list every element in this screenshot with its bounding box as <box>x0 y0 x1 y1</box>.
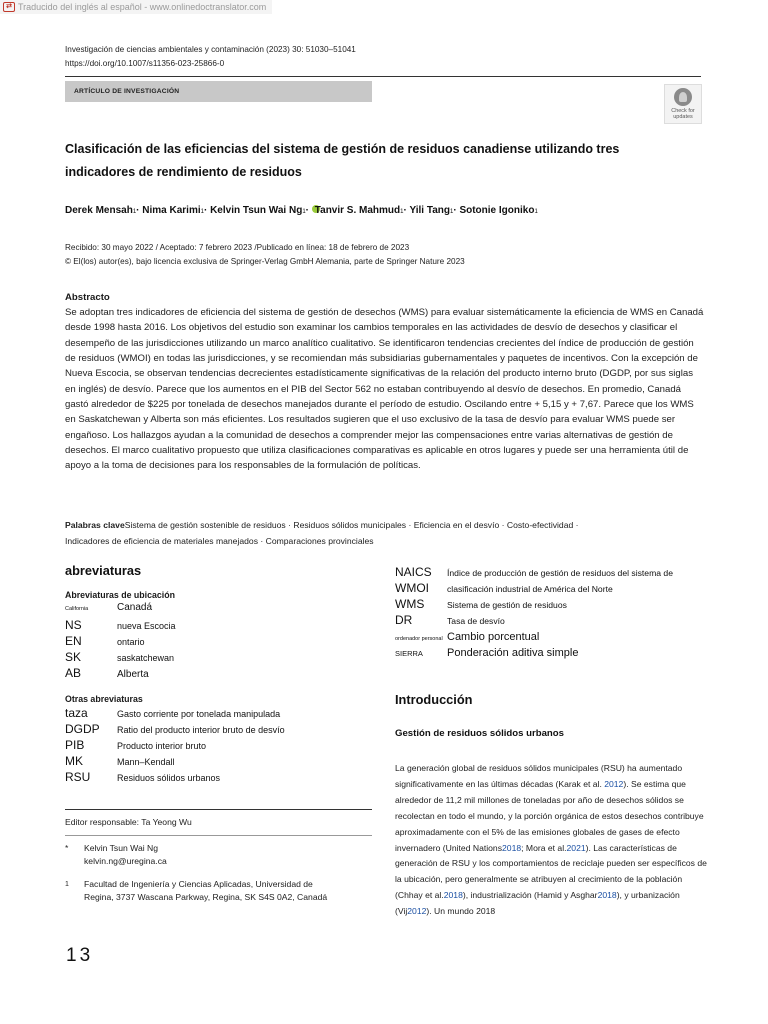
abbreviation-row: California Canadá <box>65 602 153 613</box>
translator-link[interactable]: Traducido del inglés al español - www.onlinedoctranslator.com <box>18 2 267 12</box>
citation-link[interactable]: 2012 <box>407 906 427 917</box>
citation-link[interactable]: 2018 <box>443 890 463 901</box>
translator-banner[interactable] <box>0 0 272 14</box>
author[interactable]: Kelvin Tsun Wai Ng1 <box>210 205 306 216</box>
abbreviation-row: MK Mann–Kendall <box>65 754 175 768</box>
article-type-label: ARTÍCULO DE INVESTIGACIÓN <box>65 81 372 102</box>
corresponding-author-name: Kelvin Tsun Wai Ng <box>84 843 159 853</box>
journal-header <box>65 43 356 71</box>
publication-dates <box>65 241 465 269</box>
footnote-divider <box>65 835 372 836</box>
author-list: Derek Mensah1· Nima Karimi1· Kelvin Tsun Wai Ng1· Tanvir S. Mahmud1· Yili Tang1· Sotonie Igoniko1 <box>65 205 538 216</box>
abbreviation-row: EN ontario <box>65 634 145 648</box>
abbreviation-row: RSU Residuos sólidos urbanos <box>65 770 221 784</box>
received-dates: Recibido: 30 mayo 2022 / Aceptado: 7 febrero 2023 /Publicado en línea: 18 de febrero de 2023 <box>65 243 410 252</box>
abbreviation-row: NS nueva Escocia <box>65 618 176 632</box>
copyright-line: © El(los) autor(es), bajo licencia exclusiva de Springer-Verlag GmbH Alemania, parte de Springer Nature 2023 <box>65 257 465 266</box>
author[interactable]: Sotonie Igoniko1 <box>459 205 538 216</box>
other-abbreviations-heading: Otras abreviaturas <box>65 694 143 704</box>
abbreviation-row: WMS Sistema de gestión de residuos <box>395 597 567 611</box>
abbreviation-row: SIERRA Ponderación aditiva simple <box>395 647 579 659</box>
abbreviation-row: taza Gasto corriente por tonelada manipulada <box>65 706 281 720</box>
citation-link[interactable]: 2012 <box>604 778 624 789</box>
check-for-updates-badge[interactable] <box>664 84 702 124</box>
footnote-divider <box>65 809 372 810</box>
crossmark-label: Check for updates <box>671 108 695 120</box>
abbreviation-row: NAICS Índice de producción de gestión de residuos del sistema de <box>395 565 673 579</box>
doi-link[interactable]: https://doi.org/10.1007/s11356-023-25866-0 <box>65 59 225 68</box>
translator-logo-icon: ⇄ <box>3 2 15 12</box>
citation-link[interactable]: 2021 <box>566 842 586 853</box>
introduction-paragraph: La generación global de residuos sólidos municipales (RSU) ha aumentado significativamente en las últimas décadas (Karak et al. 2012). Se estima que alrededor de 11,2 mil millones de toneladas por año de desechos sólidos se recolectan en todo el mundo, y la porción orgánica de estos desechos contribuye aproximadamente con el 5% de las emisiones globales de gases de efecto invernadero (United Nations2018; Mora et al.2021). Las características de generación de RSU y los comportamientos de reciclaje pueden ser específicos de la ubicación, pero generalmente se atribuyen al crecimiento de la población (Chhay et al.2018), industrialización (Hamid y Asghar2018), y urbanización (Vij2012). Un mundo 2018 <box>395 763 707 917</box>
abbreviations-left-column <box>65 563 375 786</box>
abbreviation-row: SK saskatchewan <box>65 650 175 664</box>
keywords <box>65 517 705 549</box>
keywords-line-2: Indicadores de eficiencia de materiales manejados · Comparaciones provinciales <box>65 536 374 546</box>
abstract-section <box>65 292 705 474</box>
affiliation-note: 1 Facultad de Ingeniería y Ciencias Aplicadas, Universidad de Regina, 3737 Wascana Parkway, Regina, SK S4S 0A2, Canadá <box>65 879 328 902</box>
corresponding-author-email[interactable]: kelvin.ng@uregina.ca <box>84 856 167 866</box>
introduction-heading: Introducción <box>395 692 473 707</box>
header-divider <box>65 76 701 77</box>
abbreviations-right-column <box>395 565 715 661</box>
abbreviation-row: PIB Producto interior bruto <box>65 738 207 752</box>
keywords-label: Palabras clave <box>65 520 125 530</box>
responsible-editor: Editor responsable: Ta Yeong Wu <box>65 817 192 827</box>
author[interactable]: Nima Karimi1 <box>142 205 204 216</box>
author[interactable]: Tanvir S. Mahmud1 <box>312 205 404 216</box>
article-title: Clasificación de las eficiencias del sistema de gestión de residuos canadiense utilizando tres indicadores de rendimiento de residuos <box>65 142 620 179</box>
author[interactable]: Derek Mensah1 <box>65 205 137 216</box>
corresponding-author-note: * Kelvin Tsun Wai Ng kelvin.ng@uregina.ca <box>65 843 167 866</box>
msw-management-subheading: Gestión de residuos sólidos urbanos <box>395 728 564 739</box>
citation-link[interactable]: 2018 <box>597 890 617 901</box>
page-number: 13 <box>66 945 94 966</box>
abbreviation-row: AB Alberta <box>65 666 149 680</box>
abbreviation-row: DR Tasa de desvío <box>395 613 505 627</box>
abbreviations-heading: abreviaturas <box>65 563 142 578</box>
journal-citation: Investigación de ciencias ambientales y contaminación (2023) 30: 51030–51041 <box>65 45 356 54</box>
location-abbreviations-heading: Abreviaturas de ubicación <box>65 590 175 600</box>
abstract-body: Se adoptan tres indicadores de eficiencia del sistema de gestión de desechos (WMS) para evaluar sistemáticamente la eficiencia de WMS en Canadá desde 1998 hasta 2016. Los objetivos del estudio son examinar los cambios temporales en las actividades de desvío de desechos y clasificar el desempeño de las jurisdicciones utilizando un marco analítico cualitativo. Se identificaron tendencias crecientes del índice de producción de gestión de residuos (WMOI) en todas las jurisdicciones, y se recomiendan más subsidiarias gubernamentales y paquetes de incentivos. Con la excepción de Nueva Escocia, se observan tendencias decrecientes estadísticamente significativas de la relación del producto interno bruto (DGDP, por sus siglas en inglés) de desvío. Parece que los aumentos en el PIB del Sector 562 no estaban contribuyendo al desvío de desechos. En promedio, Canadá gastó alrededor de $225 por tonelada de desechos manejados durante el período de estudio. Oscilando entre + 5,15 y + 7,67. Parece que los WMS en Saskatchewan y Alberta son más eficientes. Los resultados sugieren que el uso exclusivo de la tasa de desvío para evaluar WMS puede ser engañoso. Los hallazgos ayudan a la comunidad de desechos a comprender mejor las compensaciones entre varias alternativas de gestión de desechos. El marco cualitativo propuesto que utiliza clasificaciones comparativas es aplicable en otros lugares y puede ser una herramienta útil de apoyo a la toma de decisiones para los responsables de la formulación de políticas. <box>65 307 704 472</box>
keywords-line-1: Sistema de gestión sostenible de residuos · Residuos sólidos municipales · Eficiencia en el desvío · Costo-efectividad · <box>124 520 579 530</box>
abbreviation-row: DGDP Ratio del producto interior bruto de desvío <box>65 722 285 736</box>
abbreviation-row: WMOI clasificación industrial de América del Norte <box>395 581 613 595</box>
citation-link[interactable]: 2018 <box>502 842 522 853</box>
author[interactable]: Yili Tang1 <box>409 205 454 216</box>
abbreviation-row: ordenador personal Cambio porcentual <box>395 631 540 643</box>
abstract-heading: Abstracto <box>65 292 110 303</box>
crossmark-icon <box>674 88 692 106</box>
